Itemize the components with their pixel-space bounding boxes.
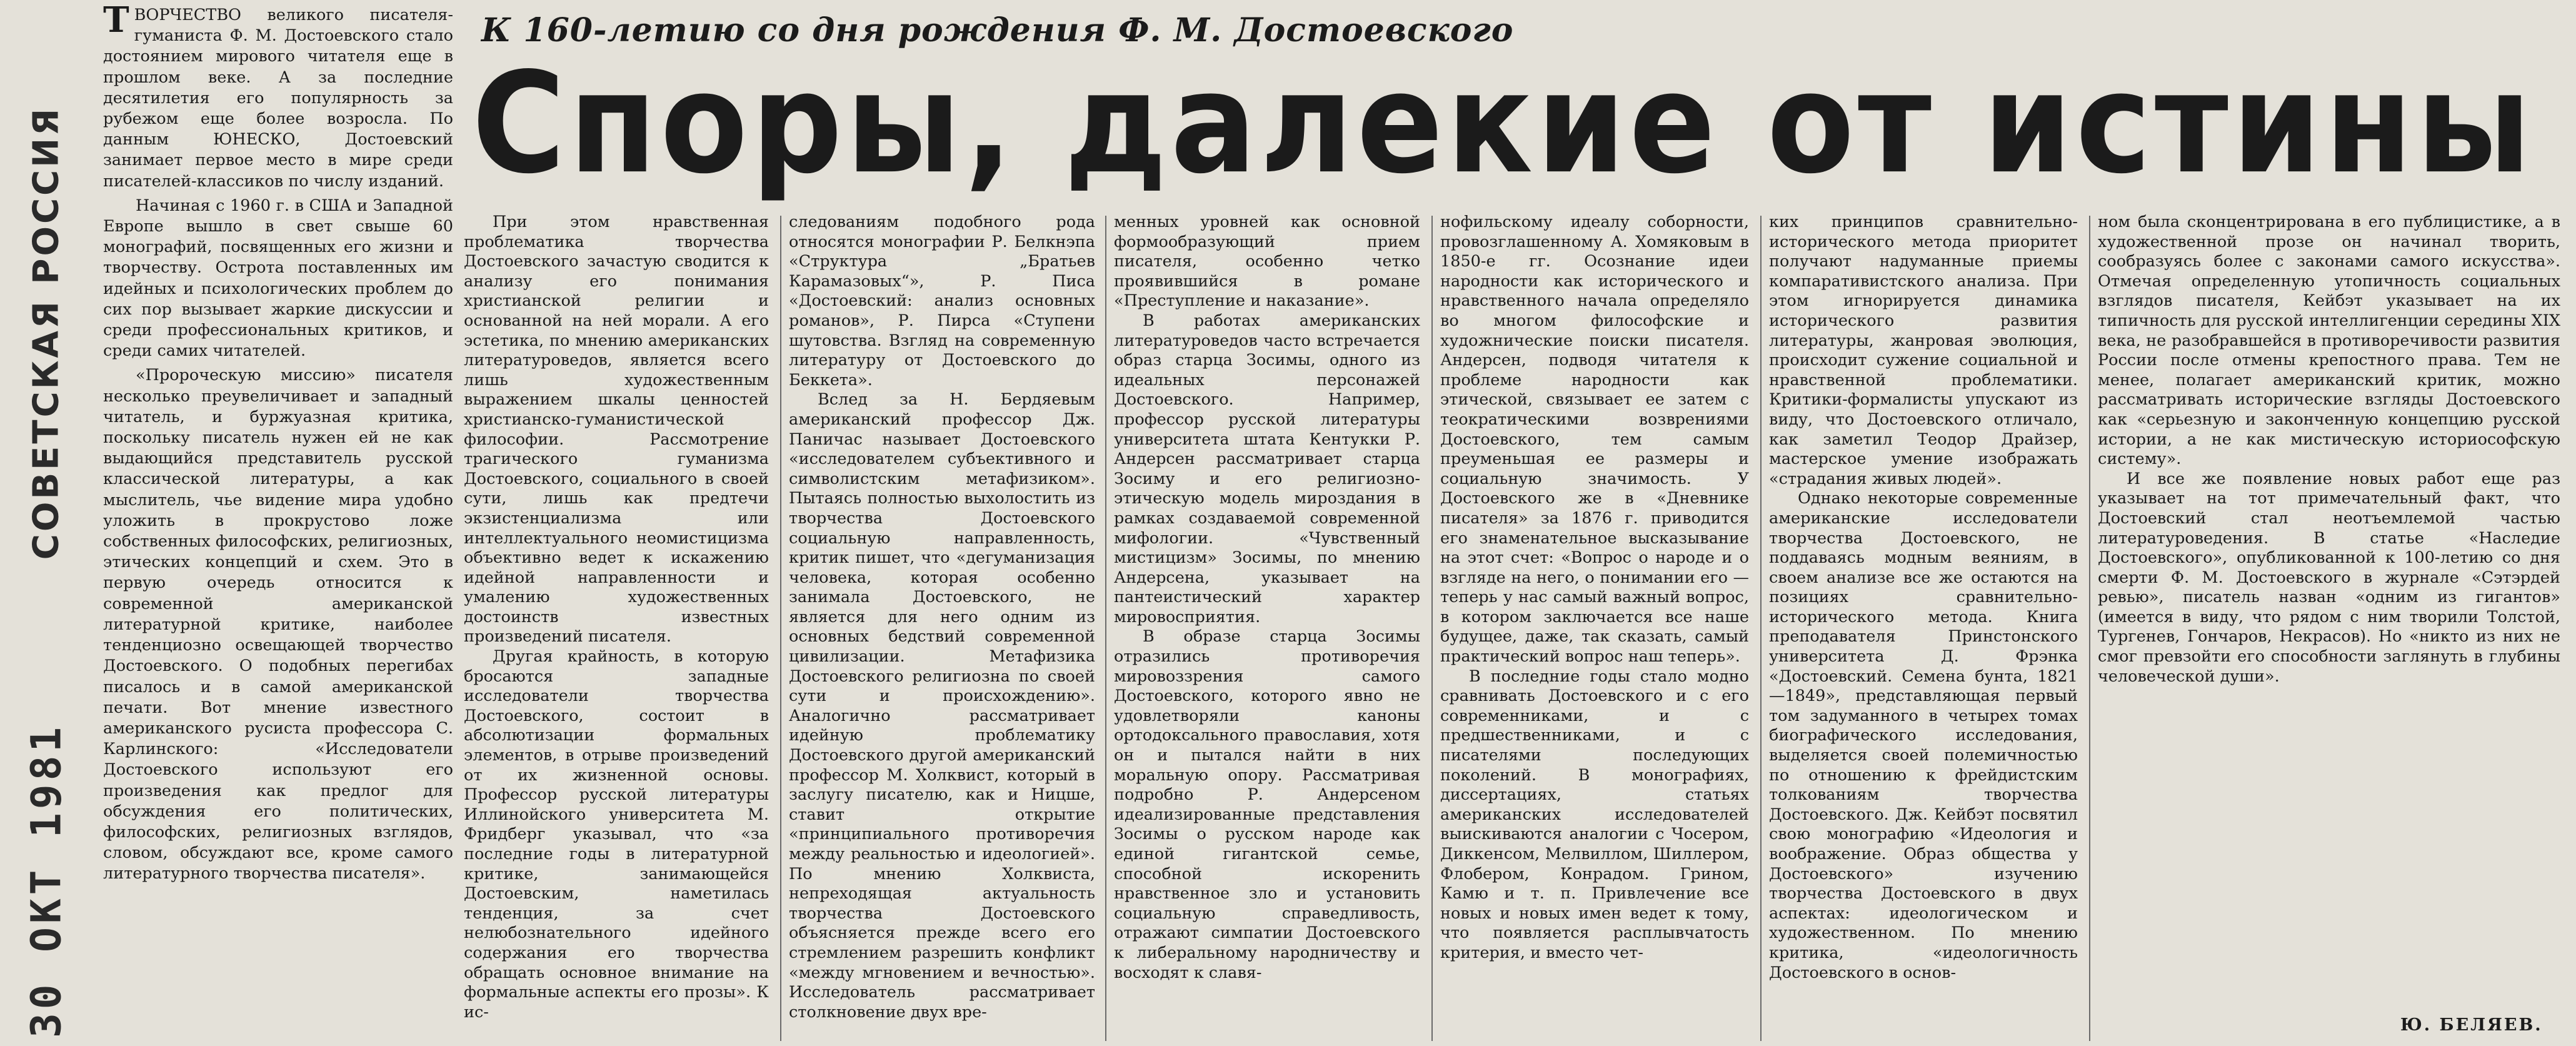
paragraph: И все же появление новых работ еще раз указывает на тот примечательный факт, что Достоевский стал неотъемлемой частью литературоведения. В статье «Наследие Достоевского», опубликованной к 100-летию со дня смерти Ф. М. Достоевского в журнале «Сэтэрдей ревью», писатель назван «одним из гигантов» (имеется в виду, что рядом с ним творили Толстой, Тургенев, Гончаров, Некрасов). Но «никто из них не смог превзойти его способности заглянуть в глубины человеческой души».	[2098, 469, 2560, 686]
article-kicker: К 160-летию со дня рождения Ф. М. Достоевского	[481, 11, 1514, 49]
paragraph: В работах американских литературоведов часто встречается образ старца Зосимы, одного из идеальных персонажей Достоевского. Например, профессор русской литературы университета штата Кентукки Р. Андерсен рассматривает старца Зосиму и его религиозно-этическую модель мироздания в рамках создаваемой современной мифологии. «Чувственный мистицизм» Зосимы, по мнению Андерсена, указывает на пантеистический характер мировосприятия.	[1114, 311, 1420, 626]
drop-cap: Т	[103, 0, 129, 41]
article-column-1	[464, 213, 769, 1044]
stamp-newspaper-name: СОВЕТСКАЯ РОССИЯ	[26, 106, 67, 560]
stamp-date: 30 ОКТ 1981	[22, 723, 71, 1038]
paragraph: В образе старца Зосимы отразились противоречия мировоззрения самого Достоевского, которого явно не удовлетворяли каноны ортодоксального православия, хотя он и пытался найти в них моральную опору. Рассматривая подробно Р. Андерсеном идеализированные представления Зосимы о русском народе как единой гигантской семье, способной искоренить нравственное зло и установить социальную справедливость, отражают симпатии Достоевского к либеральному народничеству и восходят к славя-	[1114, 627, 1420, 982]
article-column-4	[1440, 213, 1749, 1044]
paragraph: следованиям подобного рода относятся монографии Р. Белкнэпа «Структура „Братьев Карамазовых“», Р. Писа «Достоевский: анализ основных романов», Р. Пирса «Ступени шутовства. Взгляд на современную литературу от Достоевского до Беккета».	[789, 213, 1095, 390]
column-rule	[2089, 216, 2090, 1041]
column-rule	[1760, 216, 1762, 1041]
paragraph: менных уровней как основной формообразующий прием писателя, особенно четко проявившийся в романе «Преступление и наказание».	[1114, 213, 1420, 311]
paragraph: нофильскому идеалу соборности, провозглашенному А. Хомяковым в 1850-е гг. Осознание идеи народности как исторического и нравственного начала определяло во многом философские и художнические поиски писателя. Андерсен, подводя читателя к проблеме народности как этической, связывает ее затем с теократическими возврениями Достоевского, тем самым преуменьшая ее размеры и социальную значимость. У Достоевского же в «Дневнике писателя» за 1876 г. приводится его знаменательное высказывание на этот счет: «Вопрос о народе и о взгляде на него, о понимании его — теперь у нас самый важный вопрос, в котором заключается все наше будущее, даже, так сказать, самый практический вопрос наш теперь».	[1440, 213, 1749, 666]
paragraph: В последние годы стало модно сравнивать Достоевского и с его современниками, и с предшественниками, и с писателями последующих поколений. В монографиях, диссертациях, статьях американских исследователей выискиваются аналогии с Чосером, Диккенсом, Мелвиллом, Шиллером, Флобером, Конрадом. Грином, Камю и т. п. Привлечение все новых и новых имен ведет к тому, что появляется расплывчатость критерия, и вместо чет-	[1440, 666, 1749, 962]
intro-paragraph: «Пророческую миссию» писателя несколько преувеличивает и западный читатель, и буржуазная критика, поскольку писатель нужен ей не как выдающийся представитель русской классической литературы, а как мыслитель, чье видение мира удобно уложить в прокрустово ложе собственных философских, религиозных, этических концепций и схем. Это в первую очередь относится к современной американской литературной критике, наиболее тенденциозно освещающей творчество Достоевского. О подобных перегибах писалось и в самой американской печати. Вот мнение известного американского русиста профессора С. Карлинского: «Исследователи Достоевского используют его произведения как предлог для обсуждения его политических, философских, религиозных взглядов, словом, обсуждают все, кроме самого литературного творчества писателя».	[103, 366, 453, 883]
column-rule	[1105, 216, 1106, 1041]
article-column-3	[1114, 213, 1420, 1044]
paragraph: При этом нравственная проблематика творчества Достоевского зачастую сводится к анализу его понимания христианской религии и основанной на ней морали. А его эстетика, по мнению американских литературоведов, является всего лишь художественным выражением шкалы ценностей христианско-гуманистической философии. Рассмотрение трагического гуманизма Достоевского, социального в своей сути, лишь как предтечи экзистенциализма или интеллектуального неомистицизма объективно ведет к искажению идейной направленности и умалению художественных достоинств известных произведений писателя.	[464, 213, 769, 646]
intro-paragraph: ТВОРЧЕСТВО великого писателя-гуманиста Ф. М. Достоевского стало достоянием мирового читателя еще в прошлом веке. А за последние десятилетия его популярность за рубежом еще более возросла. По данным ЮНЕСКО, Достоевский занимает первое место в мире среди писателей-классиков по числу изданий.	[103, 0, 453, 191]
paragraph: Другая крайность, в которую бросаются западные исследователи творчества Достоевского, состоит в абсолютизации формальных элементов, в отрыве произведений от их жизненной основы. Профессор русской литературы Иллинойского университета М. Фридберг указывал, что «за последние годы в литературной критике, занимающейся Достоевским, наметилась тенденция, за счет нелюбознательного идейного содержания его творчества обращать основное внимание на формальные аспекты его прозы». К ис-	[464, 647, 769, 1022]
article-column-6	[2098, 213, 2560, 1013]
column-rule	[780, 216, 781, 1041]
paragraph: Вслед за Н. Бердяевым американский профессор Дж. Паничас называет Достоевского «исследователем субъективного и символистским метафизиком». Пытаясь полностью выхолостить из творчества Достоевского социальную направленность, критик пишет, что «дегуманизация человека, которая особенно занимала Достоевского, не является для него одним из основных бедствий современной цивилизации. Метафизика Достоевского религиозна по своей сути и происхождению». Аналогично рассматривает идейную проблематику Достоевского другой американский профессор М. Холквист, который в заслугу писателю, как и Ницше, ставит открытие «принципиального противоречия между реальностью и идеологией». По мнению Холквиста, непреходящая актуальность творчества Достоевского объясняется прежде всего его стремлением разрешить конфликт «между мгновением и вечностью». Исследователь рассматривает столкновение двух вре-	[789, 390, 1095, 1022]
intro-paragraph: Начиная с 1960 г. в США и Западной Европе вышло в свет свыше 60 монографий, посвященных его жизни и творчеству. Острота поставленных им идейных и психологических проблем до сих пор вызывает жаркие дискуссии и среди профессиональных критиков, и среди самих читателей.	[103, 196, 453, 361]
paragraph: ном была сконцентрирована в его публицистике, а в художественной прозе он начинал творить, сообразуясь более с законами самого искусства». Отмечая определенную утопичность социальных взглядов писателя, Кейбэт указывает на их типичность для русской интеллигенции середины XIX века, не разобравшейся в противоречивости развития России после отмены крепостного права. Тем не менее, полагает американский критик, можно рассматривать исторические взгляды Достоевского как «серьезную и законченную концепцию русской истории, а не как мистическую историософскую систему».	[2098, 213, 2560, 469]
column-rule	[1431, 216, 1433, 1041]
article-title: Споры, далекие от истины	[472, 42, 2535, 204]
article-column-5	[1769, 213, 2078, 1044]
article-column-2	[789, 213, 1095, 1044]
paragraph: ких принципов сравнительно-исторического метода приоритет получают надуманные приемы компаративистского анализа. При этом игнорируется динамика исторического развития литературы, жанровая эволюция, происходит сужение социальной и нравственной проблематики. Критики-формалисты упускают из виду, что Достоевского отличало, как заметил Теодор Драйзер, мастерское умение изображать «страдания живых людей».	[1769, 213, 2078, 488]
paragraph: Однако некоторые современные американские исследователи творчества Достоевского, не поддаваясь модным веяниям, в своем анализе все же остаются на позициях сравнительно-исторического метода. Книга преподавателя Принстонского университета Д. Фрэнка «Достоевский. Семена бунта, 1821—1849», представляющая первый том задуманного в четырех томах биографического исследования, выделяется своей полемичностью по отношению к фрейдистским толкованиям творчества Достоевского. Дж. Кейбэт посвятил свою монографию «Идеология и воображение. Образ общества у Достоевского» изучению творчества Достоевского в двух аспектах: идеологическом и художественном. По мнению критика, «идеологичность Достоевского в основ-	[1769, 489, 2078, 982]
author-signature: Ю. БЕЛЯЕВ.	[2400, 1015, 2543, 1035]
